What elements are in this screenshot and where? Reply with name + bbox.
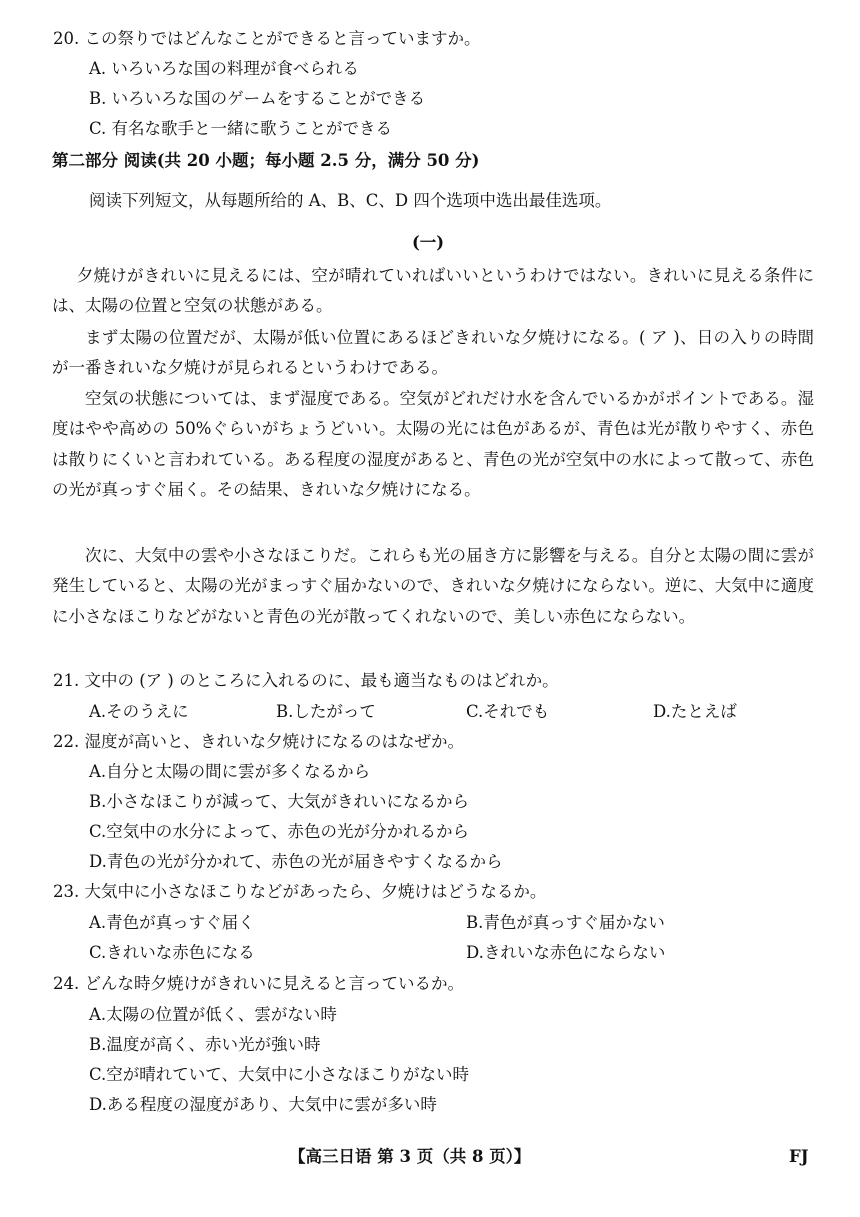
question-24-option-b: B.温度が高く、赤い光が強い時 (89, 1035, 321, 1054)
question-24-option-c: C.空が晴れていて、大気中に小さなほこりがない時 (89, 1065, 469, 1084)
question-23-stem: 23. 大気中に小さなほこりなどがあったら、夕焼けはどうなるか。 (53, 882, 547, 901)
question-21-option-a: A.そのうえに (89, 702, 189, 721)
question-22-stem: 22. 湿度が高いと、きれいな夕焼けになるのはなぜか。 (53, 732, 464, 751)
passage-paragraph-4: 次に、大気中の雲や小さなほこりだ。これらも光の届き方に影響を与える。自分と太陽の間に雲が発生していると、太陽の光がまっすぐ届かないので、きれいな夕焼けにならない。逆に、大気中に適度に小さなほこりなどがないと青色の光が散ってくれないので、美しい赤色にならない。 (52, 546, 814, 626)
question-22-option-d: D.青色の光が分かれて、赤色の光が届きやすくなるから (89, 852, 503, 871)
question-24-stem: 24. どんな時夕焼けがきれいに見えると言っているか。 (53, 974, 464, 993)
question-22-option-a: A.自分と太陽の間に雲が多くなるから (89, 762, 371, 781)
section-title: 第二部分 阅读(共 20 小题；每小题 2.5 分，满分 50 分) (52, 151, 480, 170)
question-23-option-a: A.青色が真っすぐ届く (89, 913, 255, 932)
passage-paragraph-1: 夕焼けがきれいに見えるには、空が晴れていればいいというわけではない。きれいに見える条件には、太陽の位置と空気の状態がある。 (52, 266, 814, 316)
question-20-stem: 20. この祭りではどんなことができると言っていますか。 (53, 29, 481, 48)
question-23-option-c: C.きれいな赤色になる (89, 943, 255, 962)
page-footer-label: 【高三日语 第 3 页（共 8 页）】 (289, 1147, 531, 1166)
question-20-option-c: C. 有名な歌手と一緒に歌うことができる (89, 119, 393, 138)
question-23-option-b: B.青色が真っすぐ届かない (466, 913, 665, 932)
question-21-option-d: D.たとえば (653, 702, 737, 721)
question-21-option-b: B.したがって (276, 702, 376, 721)
passage-paragraph-2: まず太陽の位置だが、太陽が低い位置にあるほどきれいな夕焼けになる。( ア )、日の入りの時間が一番きれいな夕焼けが見られるというわけである。 (52, 328, 814, 378)
question-23-option-d: D.きれいな赤色にならない (466, 943, 666, 962)
question-21-option-c: C.それでも (466, 702, 550, 721)
question-20-option-b: B. いろいろな国のゲームをすることができる (89, 89, 426, 108)
question-20-option-a: A. いろいろな国の料理が食べられる (89, 59, 359, 78)
section-instruction: 阅读下列短文，从每题所给的 A、B、C、D 四个选项中选出最佳选项。 (89, 191, 612, 210)
question-22-option-b: B.小さなほこりが減って、大気がきれいになるから (89, 792, 470, 811)
passage-paragraph-3: 空気の状態については、まず湿度である。空気がどれだけ水を含んでいるかがポイントである。湿度はやや高めの 50%ぐらいがちょうどいい。太陽の光には色があるが、青色は光が散りやすく、赤色は散りにくいと言われている。ある程度の湿度があると、青色の光が空気中の水によって散って、赤色の光が真っすぐ届く。その結果、きれいな夕焼けになる。 (52, 389, 814, 499)
question-24-option-a: A.太陽の位置が低く、雲がない時 (89, 1005, 337, 1024)
question-21-stem: 21. 文中の (ア ) のところに入れるのに、最も適当なものはどれか。 (53, 671, 559, 690)
page-footer-code: FJ (789, 1147, 809, 1166)
question-24-option-d: D.ある程度の湿度があり、大気中に雲が多い時 (89, 1095, 437, 1114)
exam-page: 20. この祭りではどんなことができると言っていますか。 A. いろいろな国の料理が食べられる B. いろいろな国のゲームをすることができる C. 有名な歌手と一緒に歌うことができる 第二部分 阅读(共 20 小题；每小题 2.5 分，满分 50 分) 阅读下列短文，从每题所给的 A、B、C、D 四个选项中选出最佳选项。 (一) 夕焼けがきれいに見えるには、空が晴れていればいいというわけではない。きれいに見える条件には、太陽の位置と空気の状態がある。 まず太陽の位置だが、太陽が低い位置にあるほどきれいな夕焼けになる。( ア )、日の入りの時間が一番きれいな夕焼けが見られるというわけである。 空気の状態については、まず湿度である。空気がどれだけ水を含んでいるかがポイントである。湿度はやや高めの 50%ぐらいがちょうどいい。太陽の光には色があるが、青色は光が散りやすく、赤色は散りにくいと言われている。ある程度の湿度があると、青色の光が空気中の水によって散って、赤色の光が真っすぐ届く。その結果、きれいな夕焼けになる。 次に、大気中の雲や小さなほこりだ。これらも光の届き方に影響を与える。自分と太陽の間に雲が発生していると、太陽の光がまっすぐ届かないので、きれいな夕焼けにならない。逆に、大気中に適度に小さなほこりなどがないと青色の光が散ってくれないので、美しい赤色にならない。 21. 文中の (ア ) のところに入れるのに、最も適当なものはどれか。 A.そのうえに B.したがって C.それでも D.たとえば 22. 湿度が高いと、きれいな夕焼けになるのはなぜか。 A.自分と太陽の間に雲が多くなるから B.小さなほこりが減って、大気がきれいになるから C.空気中の水分によって、赤色の光が分かれるから D.青色の光が分かれて、赤色の光が届きやすくなるから 23. 大気中に小さなほこりなどがあったら、夕焼けはどうなるか。 A.青色が真っすぐ届く B.青色が真っすぐ届かない C.きれいな赤色になる D.きれいな赤色にならない 24. どんな時夕焼けがきれいに見えると言っているか。 A.太陽の位置が低く、雲がない時 B.温度が高く、赤い光が強い時 C.空が晴れていて、大気中に小さなほこりがない時 D.ある程度の湿度があり、大気中に雲が多い時 【高三日语 第 3 页（共 8 页）】 FJ (52, 29, 814, 1166)
question-22-option-c: C.空気中の水分によって、赤色の光が分かれるから (89, 822, 469, 841)
